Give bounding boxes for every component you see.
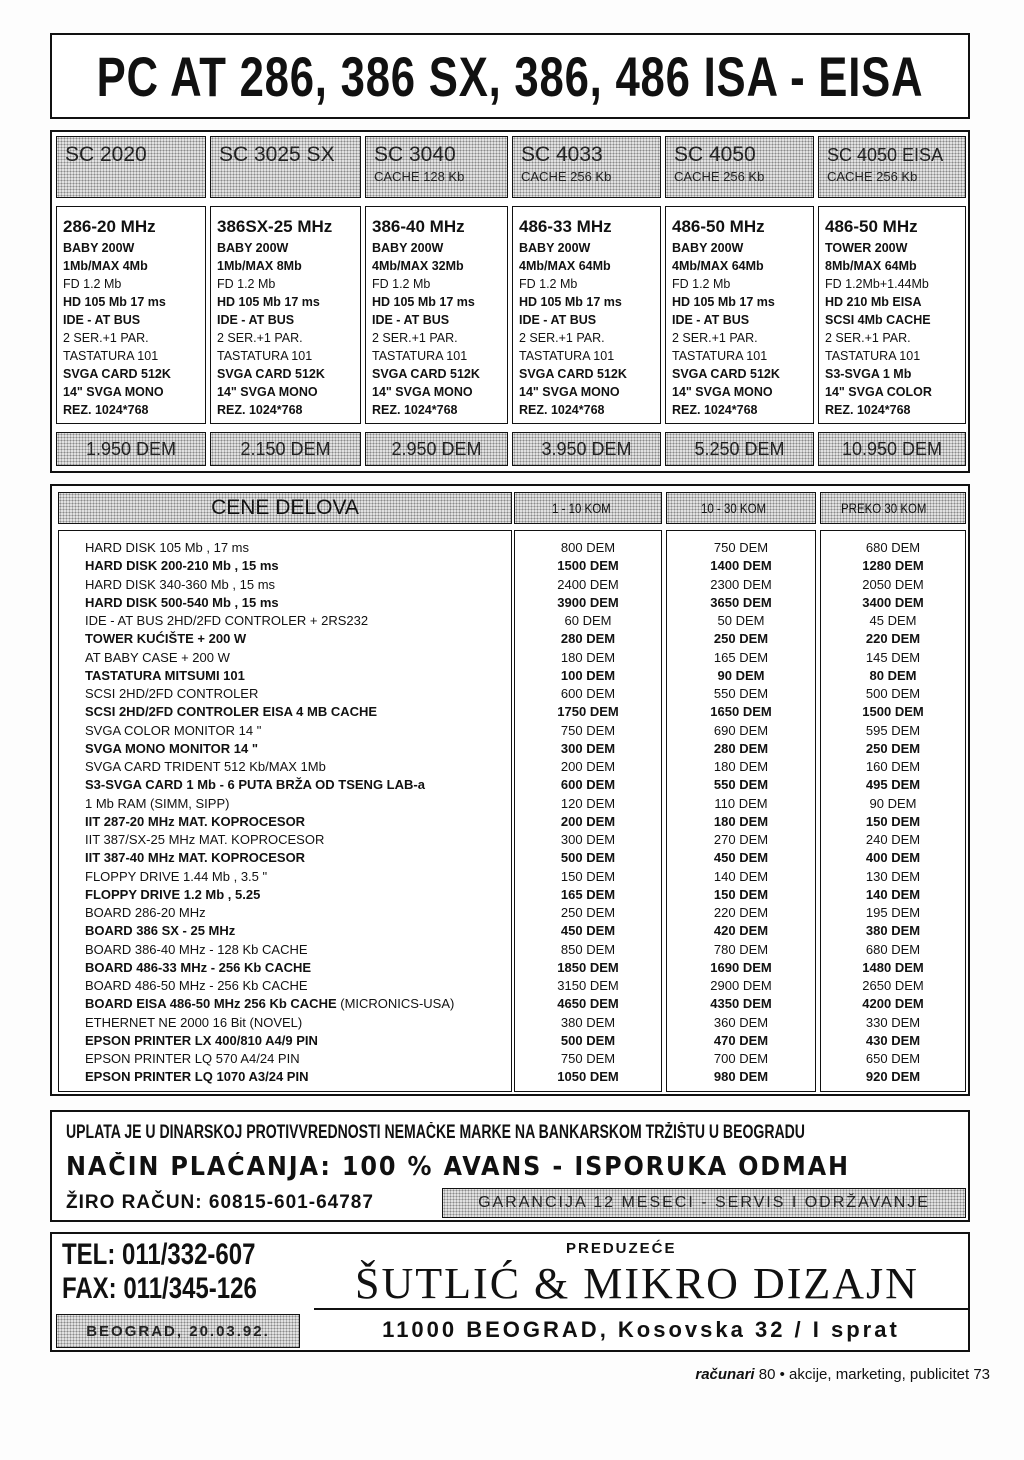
qty-header-2: 10 - 30 KOM [666,492,816,524]
config-price-box [512,432,661,466]
contact-section [50,1232,970,1352]
part-price: 430 DEM [865,1032,921,1048]
part-price: 3150 DEM [557,978,619,993]
part-name-row [59,868,511,886]
part-name: HARD DISK 340-360 Mb , 15 ms [85,576,276,592]
config-spec-card: SVGA CARD 512K [672,367,780,381]
config-cpu: 486-33 MHz [519,217,612,236]
part-price: 160 DEM [865,759,921,774]
part-price: 220 DEM [713,905,769,920]
part-name: TASTATURA MITSUMI 101 [85,667,245,683]
part-name: SVGA COLOR MONITOR 14 " [85,722,262,738]
part-name-row [59,886,511,904]
part-name-row [59,612,511,630]
part-name-row [59,1032,511,1050]
part-price: 180 DEM [560,649,616,665]
part-price: 250 DEM [713,631,769,647]
config-spec-res: REZ. 1024*768 [825,403,911,417]
config-spec-fd: FD 1.2Mb+1.44Mb [825,277,929,291]
config-price-box [665,432,814,466]
config-price: 2.950 DEM [391,438,482,459]
payment-method: NAČIN PLAĆANJA: 100 % AVANS - ISPORUKA ODMAH [66,1152,850,1182]
part-price: 1750 DEM [557,704,619,720]
part-price: 1690 DEM [710,959,772,975]
page-number: 73 [973,1366,990,1383]
config-model-header [665,136,814,198]
part-price: 250 DEM [560,905,616,920]
config-cache: CACHE 128 Kb [374,169,465,184]
config-spec-monitor: 14" SVGA COLOR [825,385,932,399]
pc-config-section [50,130,970,473]
part-name: SVGA CARD TRIDENT 512 Kb/MAX 1Mb [85,759,326,774]
part-price: 2650 DEM [862,978,924,993]
config-spec-hd: HD 105 Mb 17 ms [672,295,775,309]
config-spec-card: SVGA CARD 512K [372,367,480,381]
part-name: BOARD 286-20 MHz [85,905,206,920]
part-price: 450 DEM [560,923,616,939]
config-spec-case: BABY 200W [217,241,289,255]
config-spec-ports: 2 SER.+1 PAR. [372,331,458,345]
part-price: 150 DEM [560,868,616,884]
part-name-row [59,1050,511,1068]
part-price: 750 DEM [560,1051,616,1066]
part-name-row [59,539,511,557]
part-price: 280 DEM [713,740,769,756]
part-price: 90 DEM [717,667,765,683]
config-spec-fd: FD 1.2 Mb [672,277,731,291]
config-model: SC 4050 EISA [827,145,944,165]
part-price: 240 DEM [865,832,921,847]
part-price: 100 DEM [560,667,616,683]
part-price: 380 DEM [560,1014,616,1030]
date-box [56,1314,300,1348]
payment-terms-text: UPLATA JE U DINARSKOJ PROTIVVREDNOSTI NEMAČKE MARKE NA BANKARSKOM TRŽIŠTU U BEOGRADU [66,1122,805,1143]
config-spec-card: S3-SVGA 1 Mb [825,367,912,381]
part-price: 270 DEM [713,832,769,847]
part-name: IIT 387-40 MHz MAT. KOPROCESOR [85,850,306,866]
part-name-row [59,813,511,831]
parts-name-column [58,530,512,1092]
part-price: 180 DEM [713,813,769,829]
config-specs [665,206,814,424]
part-price: 195 DEM [865,905,921,920]
part-name: BOARD 486-50 MHz - 256 Kb CACHE [85,978,308,993]
part-price: 400 DEM [865,850,921,866]
config-spec-monitor: 14" SVGA MONO [372,385,473,399]
config-spec-kbd: TASTATURA 101 [825,349,921,363]
part-name-row [59,740,511,758]
part-price: 1850 DEM [557,959,619,975]
part-price: 550 DEM [713,686,769,701]
config-cpu: 486-50 MHz [825,217,918,236]
config-spec-res: REZ. 1024*768 [672,403,758,417]
date-text: BEOGRAD, 20.03.92. [86,1322,270,1340]
config-specs [512,206,661,424]
part-price: 700 DEM [713,1051,769,1066]
config-spec-card: SVGA CARD 512K [63,367,171,381]
phone-number: TEL: 011/332-607 [62,1238,256,1271]
part-price: 495 DEM [865,777,921,793]
config-spec-ports: 2 SER.+1 PAR. [63,331,149,345]
pc-config-column [365,136,508,469]
config-spec-kbd: TASTATURA 101 [372,349,468,363]
config-price: 2.150 DEM [240,438,331,459]
part-name-row [59,649,511,667]
part-price: 3400 DEM [862,594,924,610]
qty-header-3: PREKO 30 KOM [820,492,966,524]
warranty-box [442,1188,966,1218]
part-price: 145 DEM [865,649,921,665]
config-spec-case: BABY 200W [519,241,591,255]
config-specs [818,206,966,424]
config-spec-ports: 2 SER.+1 PAR. [519,331,605,345]
part-price: 1280 DEM [862,558,924,574]
part-price: 3900 DEM [557,594,619,610]
config-spec-ctrl: SCSI 4Mb CACHE [825,313,931,327]
config-spec-hd: HD 105 Mb 17 ms [372,295,475,309]
config-spec-ram: 4Mb/MAX 64Mb [672,259,764,273]
config-cpu: 386SX-25 MHz [217,217,333,236]
part-price: 300 DEM [560,832,616,847]
part-price: 180 DEM [713,759,769,774]
part-price: 500 DEM [560,850,616,866]
part-name: 1 Mb RAM (SIMM, SIPP) [85,795,230,811]
fax-number: FAX: 011/345-126 [62,1272,257,1305]
part-price: 165 DEM [560,886,616,902]
config-model: SC 4050 [674,143,756,166]
part-price: 150 DEM [865,813,921,829]
config-model-header [56,136,206,198]
config-spec-fd: FD 1.2 Mb [217,277,276,291]
part-price: 220 DEM [865,631,921,647]
part-name: EPSON PRINTER LQ 570 A4/24 PIN [85,1051,300,1066]
part-price: 120 DEM [560,795,616,811]
bank-account: ŽIRO RAČUN: 60815-601-64787 [66,1192,374,1213]
config-price: 3.950 DEM [541,438,632,459]
part-price: 50 DEM [717,613,765,628]
config-cache: CACHE 256 Kb [827,169,918,184]
part-price: 980 DEM [713,1069,769,1085]
part-name-suffix: (MICRONICS-USA) [336,996,455,1012]
config-spec-ram: 1Mb/MAX 4Mb [63,259,148,273]
price-column-10-30 [666,530,816,1092]
part-price: 2900 DEM [710,978,772,993]
part-price: 130 DEM [865,868,921,884]
part-price: 680 DEM [865,540,921,555]
part-price: 1400 DEM [710,558,772,574]
part-price: 280 DEM [560,631,616,647]
part-price: 920 DEM [865,1069,921,1085]
config-cpu: 486-50 MHz [672,217,765,236]
config-spec-ctrl: IDE - AT BUS [519,313,597,327]
part-price: 550 DEM [713,777,769,793]
part-price: 680 DEM [865,941,921,957]
part-name-row [59,557,511,575]
config-model: SC 3025 SX [219,143,335,166]
part-price: 4200 DEM [862,996,924,1012]
config-spec-monitor: 14" SVGA MONO [672,385,773,399]
part-name: FLOPPY DRIVE 1.2 Mb , 5.25 [85,886,261,902]
config-spec-kbd: TASTATURA 101 [672,349,768,363]
part-price: 1500 DEM [557,558,619,574]
config-spec-case: TOWER 200W [825,241,908,255]
part-price: 500 DEM [560,1032,616,1048]
part-price: 4650 DEM [557,996,619,1012]
part-price: 110 DEM [714,795,768,811]
issue-number: 80 [758,1366,776,1383]
config-model: SC 3040 [374,143,456,166]
config-spec-card: SVGA CARD 512K [217,367,325,381]
warranty-text: GARANCIJA 12 MESECI - SERVIS I ODRŽAVANJE [478,1194,930,1211]
part-name-row [59,977,511,995]
config-specs [210,206,361,424]
config-spec-fd: FD 1.2 Mb [63,277,122,291]
parts-title-box [58,492,512,524]
part-name: SCSI 2HD/2FD CONTROLER [85,686,259,701]
part-price: 300 DEM [560,740,616,756]
address-box [314,1308,968,1350]
config-spec-hd: HD 105 Mb 17 ms [63,295,166,309]
part-price: 80 DEM [869,667,917,683]
part-price: 200 DEM [560,813,616,829]
part-price: 500 DEM [865,686,921,701]
config-model: SC 2020 [65,143,147,166]
part-name-row [59,1068,511,1086]
config-specs [365,206,508,424]
part-price: 90 DEM [869,795,917,811]
parts-title: CENE DELOVA [211,496,359,519]
part-price: 165 DEM [713,649,769,665]
config-spec-ports: 2 SER.+1 PAR. [217,331,303,345]
part-price: 1650 DEM [710,704,772,720]
page-title: PC AT 286, 386 SX, 386, 486 ISA - EISA [96,44,924,108]
part-price: 200 DEM [560,759,616,774]
part-name: BOARD 386 SX - 25 MHz [85,923,236,939]
config-spec-case: BABY 200W [63,241,135,255]
price-column-over-30 [820,530,966,1092]
config-spec-monitor: 14" SVGA MONO [519,385,620,399]
config-price-box [56,432,206,466]
company-label: PREDUZEĆE [566,1240,677,1257]
footer-section: akcije, marketing, publicitet [789,1366,970,1383]
part-name-row [59,995,511,1013]
part-name-row [59,703,511,721]
part-price: 2300 DEM [710,576,772,592]
config-spec-fd: FD 1.2 Mb [372,277,431,291]
part-name: BOARD EISA 486-50 MHz 256 Kb CACHE [85,996,337,1012]
part-price: 140 DEM [713,868,769,884]
config-price-box [210,432,361,466]
config-spec-hd: HD 105 Mb 17 ms [217,295,320,309]
config-model-header [512,136,661,198]
part-price: 3650 DEM [710,594,772,610]
config-spec-card: SVGA CARD 512K [519,367,627,381]
part-name-row [59,941,511,959]
config-model-header [365,136,508,198]
part-price: 2400 DEM [557,576,619,592]
config-spec-monitor: 14" SVGA MONO [63,385,164,399]
config-cpu: 286-20 MHz [63,217,156,236]
part-price: 750 DEM [713,540,769,555]
part-name-row [59,922,511,940]
part-price: 1050 DEM [557,1069,619,1085]
config-spec-fd: FD 1.2 Mb [519,277,578,291]
part-name: BOARD 386-40 MHz - 128 Kb CACHE [85,941,308,957]
part-name: EPSON PRINTER LX 400/810 A4/9 PIN [85,1032,318,1048]
config-spec-ram: 8Mb/MAX 64Mb [825,259,917,273]
config-price: 10.950 DEM [841,438,943,459]
part-name: IDE - AT BUS 2HD/2FD CONTROLER + 2RS232 [85,613,369,628]
part-price: 595 DEM [865,722,921,738]
part-name: SVGA MONO MONITOR 14 " [85,740,259,756]
page-footer [560,1366,990,1383]
part-name: HARD DISK 105 Mb , 17 ms [85,540,249,555]
part-price: 250 DEM [865,740,921,756]
part-name-row [59,685,511,703]
config-spec-ram: 4Mb/MAX 32Mb [372,259,464,273]
config-cache: CACHE 256 Kb [674,169,765,184]
part-name-row [59,576,511,594]
part-price: 600 DEM [560,686,616,701]
config-cpu: 386-40 MHz [372,217,465,236]
part-price: 380 DEM [865,923,921,939]
part-name: SCSI 2HD/2FD CONTROLER EISA 4 MB CACHE [85,704,378,720]
part-name: S3-SVGA CARD 1 Mb - 6 PUTA BRŽA OD TSENG LAB-a [85,777,425,793]
part-name-row [59,758,511,776]
payment-section [50,1110,970,1222]
footer-bullet: • [779,1366,785,1383]
config-cache: CACHE 256 Kb [521,169,612,184]
part-name-row [59,1014,511,1032]
part-price: 600 DEM [560,777,616,793]
part-name-row [59,904,511,922]
config-spec-ports: 2 SER.+1 PAR. [672,331,758,345]
part-price: 60 DEM [564,613,612,628]
part-price: 2050 DEM [862,576,924,592]
config-spec-ctrl: IDE - AT BUS [63,313,141,327]
part-name: IIT 387/SX-25 MHz MAT. KOPROCESOR [85,832,325,847]
part-name-row [59,776,511,794]
config-spec-ram: 4Mb/MAX 64Mb [519,259,611,273]
config-price-box [365,432,508,466]
parts-price-section [50,484,970,1096]
config-spec-res: REZ. 1024*768 [372,403,458,417]
config-model: SC 4033 [521,143,603,166]
company-name: ŠUTLIĆ & MIKRO DIZAJN [355,1259,919,1308]
part-price: 420 DEM [713,923,769,939]
part-name: IIT 287-20 MHz MAT. KOPROCESOR [85,813,306,829]
part-price: 1500 DEM [862,704,924,720]
part-price: 850 DEM [560,941,616,957]
part-name-row [59,795,511,813]
part-price: 1480 DEM [862,959,924,975]
part-name-row [59,849,511,867]
pc-config-column [665,136,814,469]
config-spec-res: REZ. 1024*768 [63,403,149,417]
config-spec-ctrl: IDE - AT BUS [672,313,750,327]
pc-config-column [56,136,206,469]
part-price: 4350 DEM [710,996,772,1012]
config-price: 5.250 DEM [694,438,785,459]
part-price: 780 DEM [713,941,769,957]
part-name: HARD DISK 500-540 Mb , 15 ms [85,594,279,610]
part-price: 800 DEM [560,540,616,555]
config-spec-res: REZ. 1024*768 [519,403,605,417]
config-spec-kbd: TASTATURA 101 [63,349,159,363]
config-model-header [210,136,361,198]
part-price: 650 DEM [865,1051,921,1066]
config-specs [56,206,206,424]
part-name: EPSON PRINTER LQ 1070 A3/24 PIN [85,1069,309,1085]
page-title-box [50,33,970,119]
config-spec-ports: 2 SER.+1 PAR. [825,331,911,345]
part-price: 360 DEM [713,1014,769,1030]
part-price: 690 DEM [713,722,769,738]
config-spec-kbd: TASTATURA 101 [217,349,313,363]
part-name: TOWER KUĆIŠTE + 200 W [85,631,247,647]
part-price: 750 DEM [560,722,616,738]
part-price: 330 DEM [865,1014,921,1030]
config-spec-ctrl: IDE - AT BUS [372,313,450,327]
part-name-row [59,630,511,648]
part-price: 45 DEM [869,613,917,628]
config-spec-res: REZ. 1024*768 [217,403,303,417]
part-name: AT BABY CASE + 200 W [85,649,230,665]
part-name-row [59,667,511,685]
config-spec-hd: HD 105 Mb 17 ms [519,295,622,309]
config-spec-ctrl: IDE - AT BUS [217,313,295,327]
part-name-row [59,831,511,849]
pc-config-column [512,136,661,469]
part-price: 450 DEM [713,850,769,866]
part-name-row [59,594,511,612]
price-column-1-10 [514,530,662,1092]
part-price: 150 DEM [713,886,769,902]
magazine-name: računari [695,1366,755,1383]
config-spec-monitor: 14" SVGA MONO [217,385,318,399]
qty-header-1: 1 - 10 KOM [514,492,662,524]
part-name-row [59,722,511,740]
pc-config-column [210,136,361,469]
part-price: 140 DEM [865,886,921,902]
config-spec-kbd: TASTATURA 101 [519,349,615,363]
config-spec-case: BABY 200W [672,241,744,255]
config-spec-case: BABY 200W [372,241,444,255]
part-name-row [59,959,511,977]
part-name: FLOPPY DRIVE 1.44 Mb , 3.5 " [85,868,268,884]
part-name: ETHERNET NE 2000 16 Bit (NOVEL) [85,1014,303,1030]
part-name: HARD DISK 200-210 Mb , 15 ms [85,558,279,574]
pc-config-column [818,136,966,469]
config-spec-ram: 1Mb/MAX 8Mb [217,259,302,273]
part-name: BOARD 486-33 MHz - 256 Kb CACHE [85,959,312,975]
config-price-box [818,432,966,466]
part-price: 470 DEM [713,1032,769,1048]
config-spec-hd: HD 210 Mb EISA [825,295,922,309]
config-model-header [818,136,966,198]
company-address: 11000 BEOGRAD, Kosovska 32 / I sprat [382,1317,900,1342]
config-price: 1.950 DEM [85,438,177,459]
